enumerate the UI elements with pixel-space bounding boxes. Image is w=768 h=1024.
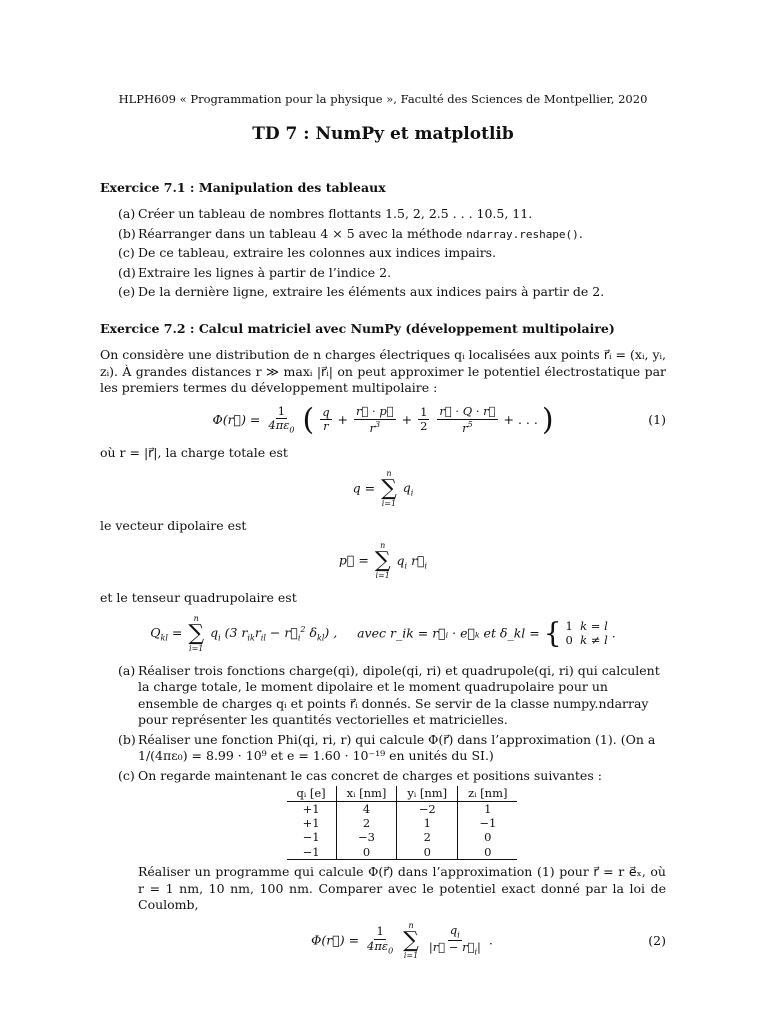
list-item: [118, 732, 666, 765]
text-dipole: le vecteur dipolaire est: [100, 517, 247, 533]
item-text: Créer un tableau de nombres flottants 1.5, 2, 2.5 . . . 10.5, 11.: [138, 206, 533, 222]
equation-quadrupole: $Q_{kl}$ = n ∑ i=1 $q_i$ (3 $r_{ik}r_{il}$ − $r⃗_i^2$ $\delta_{kl}$) , avec r_ik = r⃗ᵢ · e⃗ₖ et δ_kl = { 1 k = l 0 k ≠ l .: [150, 613, 616, 653]
list-item: [118, 768, 666, 960]
charges-table: [287, 786, 518, 860]
equation-dipole: p⃗ = n ∑ i=1 $q_i$ $r⃗_i$: [338, 541, 428, 581]
table-row: [287, 801, 518, 816]
table-cell: 0: [336, 845, 397, 860]
table-cell: 1: [397, 816, 458, 830]
list-item: [118, 284, 666, 301]
item-label: (b): [118, 731, 136, 747]
table-cell: −3: [336, 830, 397, 844]
item-text: On regarde maintenant le cas concret de charges et positions suivantes :: [138, 767, 602, 783]
after-table-paragraph: Réaliser un programme qui calcule Φ(r⃗) dans l’approximation (1) pour r⃗ = r e⃗ₓ, où r = 1 nm, 10 nm, 100 nm. Comparer avec le potentiel exact donné par la loi de Coulomb,: [138, 864, 666, 913]
table-cell: −1: [458, 816, 518, 830]
table-header: yᵢ [nm]: [397, 786, 458, 801]
text-quadrupole: et le tenseur quadrupolaire est: [100, 590, 297, 606]
table-cell: +1: [302, 801, 320, 816]
list-item: [118, 663, 666, 729]
list-item: [118, 226, 666, 243]
list-item: [118, 265, 666, 282]
item-text: Réaliser trois fonctions charge(qi), dipole(qi, ri) et quadrupole(qi, ri) qui calculent la charge totale, le moment dipolaire et le moment quadrupolaire pour un ensemble de charges qᵢ et points r⃗ᵢ donnés. Se servir de la classe numpy.ndarray pour représenter les quantités vectorielles et matricielles.: [138, 662, 660, 728]
item-text: De la dernière ligne, extraire les éléments aux indices pairs à partir de 2.: [138, 284, 605, 300]
table-cell: 0: [458, 845, 518, 860]
table-header: xᵢ [nm]: [336, 786, 397, 801]
exercise-7-2-list: [100, 663, 666, 960]
table-cell: 4: [336, 801, 397, 816]
table-cell: 2: [336, 816, 397, 830]
equation-1: Φ(r⃗) = $\frac{1}{4\pi\varepsilon_0}$ ( $\frac{q}{r}$ + $\frac{r⃗ \cdot p⃗}{r^3}$ + $\frac{1}{2}$ $\frac{r⃗ \cdot Q \cdot r⃗}{r^5}$ + . . . ) (1): [212, 401, 666, 437]
item-label: (c): [118, 767, 135, 783]
quadrupole-definitions: avec r_ik = r⃗ᵢ · e⃗ₖ et δ_kl =: [357, 625, 540, 641]
exercise-7-1: [100, 180, 666, 301]
table-cell: −1: [302, 830, 320, 845]
item-text-end: .: [578, 225, 583, 241]
text-charge: où r = |r⃗|, la charge totale est: [100, 445, 288, 461]
table-row: [287, 816, 518, 830]
item-label: (c): [118, 245, 135, 261]
item-text: Réarranger dans un tableau 4 × 5 avec la méthode: [138, 225, 467, 241]
exercise-7-1-title: Exercice 7.1 : Manipulation des tableaux: [100, 179, 386, 195]
table-cell: 0: [397, 845, 458, 860]
table-cell: 2: [397, 830, 458, 844]
item-label: (e): [118, 284, 136, 300]
item-text: Réaliser une fonction Phi(qi, ri, r) qui calcule Φ(r⃗) dans l’approximation (1). (On a 1/(4πε₀) = 8.99 · 10⁹ et e = 1.60 · 10⁻¹⁹ en unités du SI.): [138, 731, 656, 764]
table-cell: 0: [458, 830, 518, 844]
exercise-7-2-title: Exercice 7.2 : Calcul matriciel avec NumPy (développement multipolaire): [100, 320, 615, 336]
document-page: [100, 92, 666, 980]
equation-charge: q = n ∑ i=1 $q_i$: [352, 468, 414, 508]
page-title: TD 7 : NumPy et matplotlib: [252, 124, 514, 145]
intro-paragraph: On considère une distribution de n charges électriques qᵢ localisées aux points r⃗ᵢ = (xᵢ, yᵢ, zᵢ). À grandes distances r ≫ maxᵢ |r⃗ᵢ| on peut approximer le potentiel électrostatique par les premiers termes du développement multipolaire :: [100, 347, 666, 396]
item-text: Extraire les lignes à partir de l’indice 2.: [138, 264, 392, 280]
table-row: [287, 830, 518, 844]
table-header: zᵢ [nm]: [458, 786, 518, 801]
item-label: (d): [118, 264, 136, 280]
table-row: [287, 845, 518, 860]
item-text: De ce tableau, extraire les colonnes aux indices impairs.: [138, 245, 497, 261]
table-cell: +1: [302, 816, 320, 831]
item-label: (a): [118, 662, 136, 678]
list-item: [118, 206, 666, 223]
equation-number: (1): [648, 411, 666, 427]
table-cell: −1: [287, 845, 337, 860]
exercise-7-2: [100, 321, 666, 960]
course-header: HLPH609 « Programmation pour la physique », Faculté des Sciences de Montpellier, 2020: [118, 92, 648, 106]
item-label: (a): [118, 206, 136, 222]
equation-number: (2): [648, 932, 666, 948]
code-snippet: ndarray.reshape(): [466, 227, 579, 241]
table-cell: −2: [397, 801, 458, 816]
exercise-7-1-list: [100, 206, 666, 301]
table-cell: 1: [458, 801, 518, 816]
table-header: qᵢ [e]: [287, 786, 337, 801]
list-item: [118, 245, 666, 262]
equation-2: Φ(r⃗) = $\frac{1}{4\pi\varepsilon_0}$ n ∑ i=1 $\frac{q_i}{|r⃗ - r⃗_i|}$ . (2): [311, 920, 666, 960]
item-label: (b): [118, 225, 136, 241]
